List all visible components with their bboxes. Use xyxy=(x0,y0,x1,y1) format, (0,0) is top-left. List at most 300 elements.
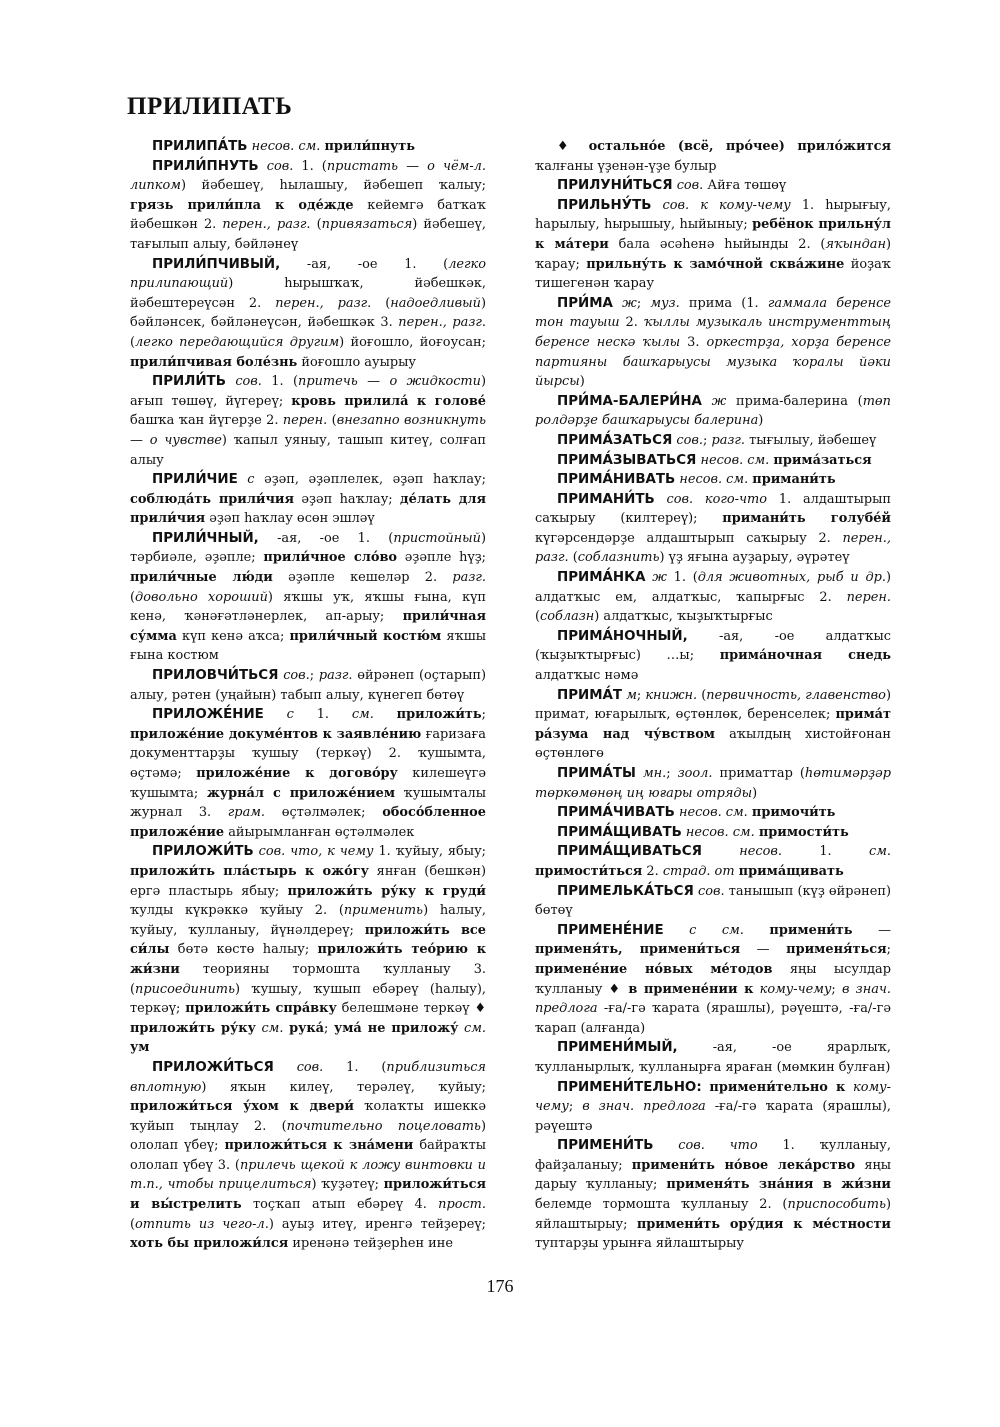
headword: ПРИЛУНИ́ТЬСЯ xyxy=(557,178,673,194)
entry-text: тоҫҡап атып ебәреү 4. xyxy=(241,1197,439,1213)
entry-text: -ға/-гә ҡарата (ярашлы), рәүештә xyxy=(535,1099,891,1134)
example-phrase: приложе́ние к догово́ру xyxy=(196,766,398,781)
entry-text: 1. һырығыу, һарылыу, һырышыу, һыйыныу; xyxy=(535,197,891,233)
entry-text: тығылыу, йәбешеү xyxy=(745,432,877,448)
entry-text: ) алдатҡыс, ҡыҙыҡтырғыс xyxy=(594,609,773,625)
dictionary-entry xyxy=(535,431,891,451)
headword: ПРИЛИ́ТЬ xyxy=(152,374,226,390)
grammar-label: см. xyxy=(868,844,891,860)
dictionary-entry xyxy=(535,392,891,431)
entry-text xyxy=(845,1080,853,1095)
grammar-label: һөтимәрҙәр төркөмөнөң иң юғары отряды xyxy=(535,766,891,801)
example-phrase: прили́чная су́мма xyxy=(130,609,486,644)
grammar-label: прост. xyxy=(438,1197,486,1213)
grammar-label: книжн. xyxy=(645,687,698,703)
entry-text: яңы дарыу ҡулланыу; xyxy=(535,1157,891,1193)
grammar-label: сов. к кому-чему xyxy=(662,197,791,213)
example-phrase: приложи́ться к зна́мени xyxy=(224,1138,414,1154)
headword: ПРИМЕНИ́ТЬ xyxy=(557,1138,654,1154)
example-phrase: прима́т ра́зума над чу́вством xyxy=(535,707,891,742)
entry-text xyxy=(702,844,739,859)
headword: ПРИЛОЖЕ́НИЕ xyxy=(152,707,264,723)
entry-text: ) яйлаштырыу; xyxy=(535,1197,891,1232)
grammar-label: надоедливый xyxy=(390,295,481,311)
example-phrase: примани́ть голубе́й xyxy=(722,511,891,527)
entry-text: ) ауыҙ итеү, иренгә тейҙереү; xyxy=(268,1216,486,1232)
example-phrase: примене́ние но́вых ме́тодов xyxy=(535,961,773,977)
headword: ПРИМЕНИ́МЫЙ, xyxy=(557,1040,678,1056)
entry-text: приматтар ( xyxy=(712,766,805,781)
dictionary-entry xyxy=(535,1038,891,1077)
entry-text xyxy=(238,472,248,487)
entry-text: 2. xyxy=(619,315,644,331)
example-phrase: прильну́ть к замо́чной сква́жине xyxy=(586,256,845,272)
example-phrase: соблюда́ть прили́чия xyxy=(130,491,295,507)
grammar-label: перен., разг. xyxy=(222,217,311,233)
entry-text: -ая, -ое 1. ( xyxy=(258,530,394,546)
entry-text: 2. xyxy=(642,863,663,879)
example-phrase: приложи́ть xyxy=(396,707,482,723)
entry-text: ; xyxy=(309,668,319,684)
example-phrase: примости́ть xyxy=(758,824,849,840)
grammar-label: в знач. предлога xyxy=(582,1099,706,1115)
entry-text: ғаризаға документтарҙы ҡушыу (теркәү) 2. ҡушымта, өҫтәмә; xyxy=(130,726,486,781)
headword: ПРИМА́НОЧНЫЙ, xyxy=(557,628,688,644)
example-phrase: примени́тельно к xyxy=(709,1079,846,1095)
headword: ПРИМА́ЩИВАТЬ xyxy=(557,824,682,840)
grammar-label: грам. xyxy=(227,805,266,821)
entry-text: -ая, -ое алдатҡыс (ҡыҙыҡтырғыс) …ы; xyxy=(535,628,891,664)
grammar-label: для животных, рыб и др. xyxy=(697,570,886,586)
grammar-label: соблазнить xyxy=(577,550,660,566)
grammar-label: несов. см. xyxy=(251,139,321,154)
grammar-label: кому-чему xyxy=(535,1079,891,1115)
dictionary-entry xyxy=(130,666,486,705)
entry-text: ) һырышҡаҡ, йәбешкәк, йәбештереүсән 2. xyxy=(130,276,486,311)
headword: ПРИЛИ́ЧИЕ xyxy=(152,472,238,488)
entry-text: Айға төшөү xyxy=(703,178,787,194)
grammar-label: несов. xyxy=(739,844,782,860)
entry-text: әҙәп һаҡлау өсөн эшләү xyxy=(205,511,375,527)
entry-text: ( xyxy=(130,589,136,605)
example-phrase: хоть бы приложи́лся xyxy=(130,1236,289,1252)
example-phrase: применя́ть, примени́ться xyxy=(535,942,741,958)
entry-text: йоҙаҡ тишегенән ҡарау xyxy=(535,256,892,292)
example-phrase: приложи́ть спра́вку xyxy=(185,1001,337,1017)
entry-text: кейемгә батҡаҡ йәбешкән 2. xyxy=(130,197,486,233)
entry-text: 1. ( xyxy=(666,570,698,586)
entry-text: ; xyxy=(481,707,486,723)
entry-text xyxy=(744,923,770,938)
dictionary-entry xyxy=(130,529,486,666)
example-phrase: прима́заться xyxy=(773,452,872,468)
dictionary-entry xyxy=(535,451,891,471)
grammar-label: применить xyxy=(343,903,424,919)
dictionary-entry xyxy=(535,764,891,803)
entry-text: ; xyxy=(636,295,651,311)
dictionary-entry xyxy=(130,842,486,1058)
entry-text: ( xyxy=(568,550,578,566)
dictionary-entry xyxy=(130,157,486,255)
grammar-label: с см. xyxy=(689,922,744,938)
entry-text: ҡолаҡты ишеккә ҡуйып тыңлау 2. ( xyxy=(130,1099,486,1134)
grammar-label: довольно хороший xyxy=(135,589,268,605)
entry-text: прима-балерина ( xyxy=(726,393,863,409)
example-phrase: прима́щивать xyxy=(738,863,844,879)
entry-text: ; xyxy=(324,1020,334,1036)
headword: ПРИМЕНЕ́НИЕ xyxy=(557,922,664,938)
entry-text xyxy=(651,198,662,213)
grammar-label: перен. xyxy=(846,589,891,605)
entry-text: ; xyxy=(702,432,712,448)
entry-text: ҡушымталы журнал 3. xyxy=(130,785,486,821)
grammar-label: перен. xyxy=(282,413,328,429)
grammar-label: пристойный xyxy=(393,530,481,546)
entry-text: 1. ( xyxy=(293,158,327,174)
example-phrase: де́лать для прили́чия xyxy=(130,491,486,527)
headword: ПРИМА́НКА xyxy=(557,570,646,586)
entry-text: ( xyxy=(535,609,541,625)
entry-text: 1. ҡуйыу, ябыу; xyxy=(373,844,486,860)
right-column xyxy=(535,137,891,1254)
entry-text: ) йоғошло, йоғоусан; xyxy=(339,334,486,350)
entry-text: ; xyxy=(886,942,891,958)
entry-text: ) яҡшы уҡ, яҡшы ғына, күп кенә, ҡәнәғәтләнерлек, ап-арыу; xyxy=(130,589,486,625)
example-phrase: прили́чные лю́ди xyxy=(130,570,273,586)
dictionary-entry xyxy=(130,372,486,470)
entry-text: ( xyxy=(310,217,322,233)
grammar-label: сов. xyxy=(698,883,725,899)
entry-text xyxy=(702,394,712,409)
grammar-label: сов. что xyxy=(678,1138,758,1154)
dictionary-entry xyxy=(535,823,891,843)
entry-text: ♦ xyxy=(557,139,589,154)
grammar-label: перен., разг. xyxy=(275,295,372,311)
entry-text: ) примат, юғарылыҡ, өҫтөнлөк, беренселек; xyxy=(535,687,891,723)
example-phrase: в примене́нии к xyxy=(628,981,754,997)
entry-text: ) xyxy=(758,413,764,429)
example-phrase: прили́чный костю́м xyxy=(289,628,442,644)
entry-text: ) ҡуҙәтеү; xyxy=(311,1177,384,1193)
grammar-label: ж xyxy=(652,570,667,586)
entry-text: прима (1. xyxy=(679,295,768,311)
entry-text: башҡа ҡан йүгерҙе 2. xyxy=(130,413,283,429)
dictionary-entry xyxy=(130,470,486,529)
entry-text: 1. xyxy=(293,707,352,723)
dictionary-entry xyxy=(535,196,891,294)
example-phrase: примени́ть xyxy=(769,922,853,938)
example-phrase: примани́ть xyxy=(752,472,836,488)
grammar-label: разг. xyxy=(318,668,353,684)
grammar-label: в знач. предлога xyxy=(535,981,891,1017)
entry-text: әҙәп һаҡлау; xyxy=(294,491,401,507)
example-phrase: примости́ться xyxy=(535,863,643,879)
dictionary-entry xyxy=(535,882,891,921)
headword: ПРИЛОЖИ́ТЬСЯ xyxy=(152,1059,274,1075)
example-phrase: прима́ночная снедь xyxy=(719,648,891,664)
page-number: 176 xyxy=(486,1276,514,1296)
headword: ПРИМАНИ́ТЬ xyxy=(557,491,655,507)
dictionary-entry xyxy=(535,803,891,823)
headword: ПРИЛИ́ПНУТЬ xyxy=(152,158,259,174)
grammar-label: пристать — о чём-л. липком xyxy=(130,158,486,194)
grammar-label: несов. см. xyxy=(678,805,748,821)
grammar-label: сов. xyxy=(283,668,310,684)
example-phrase: остально́е (всё, про́чее) прило́жится xyxy=(588,139,891,154)
dictionary-entry xyxy=(535,842,891,881)
grammar-label: перен., разг. xyxy=(398,315,486,331)
example-phrase: прили́пнуть xyxy=(324,139,416,154)
headword: ПРИЛОВЧИ́ТЬСЯ xyxy=(152,668,279,684)
grammar-label: м xyxy=(626,687,637,703)
dictionary-entry xyxy=(535,686,891,764)
grammar-label: сов. xyxy=(266,158,294,174)
entry-text xyxy=(655,492,667,507)
grammar-label: кому-чему xyxy=(759,981,832,997)
grammar-label: разг. xyxy=(711,432,746,448)
grammar-label: гаммала беренсе тон тауыш xyxy=(535,295,891,331)
grammar-label: с xyxy=(286,707,294,723)
grammar-label: прилечь щекой к ложу винтовки и т.п., чтобы прицелиться xyxy=(130,1157,486,1193)
headword: ПРИМА́Т xyxy=(557,687,623,703)
grammar-label: легко передающийся другим xyxy=(135,334,340,350)
grammar-label: сов. что, к чему xyxy=(258,844,374,860)
grammar-label: зоол. xyxy=(677,766,713,781)
example-phrase: приложи́ть все си́лы xyxy=(130,922,486,958)
entry-text: -ая, -ое ярарлыҡ, ҡулланырлыҡ, ҡулланырға яраған (мөмкин булған) xyxy=(535,1040,891,1075)
grammar-label: сов. xyxy=(676,432,703,448)
entry-text: ; xyxy=(831,981,842,997)
example-phrase: приложи́ть ру́ку к груди́ xyxy=(287,883,486,899)
entry-text: ; xyxy=(568,1099,583,1115)
entry-text: ҡалғаны үҙенән-үҙе булыр xyxy=(535,158,717,174)
entry-text xyxy=(274,1060,297,1075)
entry-text xyxy=(374,707,397,722)
entry-text: ( xyxy=(371,295,391,311)
grammar-label: соблазн xyxy=(540,609,595,625)
dictionary-entry xyxy=(535,470,891,490)
dictionary-entry xyxy=(535,921,891,1039)
entry-text: ) яҡын килеү, терәлеү, ҡуйыу; xyxy=(201,1079,486,1095)
entry-text: -ға/-гә ҡарата (ярашлы), рәүештә, -ға/-гә ҡарап (алғанда) xyxy=(535,1001,891,1036)
entry-text: ) үҙ яғына ауҙарыу, әүрәтеү xyxy=(659,550,850,566)
example-phrase: грязь прили́пла к оде́жде xyxy=(130,197,354,213)
entry-text: аҡылдың хистойғонан өҫтөнлөгө xyxy=(535,726,891,762)
entry-text: ( xyxy=(697,687,707,703)
headword: ПРИМА́НИВАТЬ xyxy=(557,472,676,488)
entry-text: айырымланған өҫтәлмәлек xyxy=(224,824,415,840)
entry-text: ) xyxy=(752,785,758,801)
entry-text xyxy=(259,159,267,174)
entry-text: танышып (күҙ өйрәнеп) бөтөү xyxy=(535,883,891,919)
grammar-label: с xyxy=(247,472,255,488)
grammar-label: почтительно поцеловать xyxy=(286,1118,481,1134)
dictionary-entry xyxy=(535,176,891,196)
grammar-label: сов. xyxy=(235,374,262,390)
grammar-label: ж xyxy=(622,295,637,311)
entry-text: күгәрсендәрҙе алдаштырып саҡырыу 2. xyxy=(535,530,843,546)
entry-text: -ая, -ое 1. ( xyxy=(280,256,449,272)
entry-text: — xyxy=(740,942,787,958)
grammar-label: см. xyxy=(463,1020,486,1036)
grammar-label: мн. xyxy=(642,766,667,781)
entry-text: ( xyxy=(130,1216,136,1232)
entry-text: күп кенә аҡса; xyxy=(176,628,290,644)
entry-text: ; xyxy=(666,766,678,781)
entry-text: әҙәпле һүҙ; xyxy=(397,550,486,566)
dictionary-entry xyxy=(535,568,891,627)
entry-text: 1. ( xyxy=(261,374,299,390)
dictionary-entry xyxy=(535,1078,891,1137)
entry-text: ( xyxy=(130,334,136,350)
headword: ПРИЛИПА́ТЬ xyxy=(152,139,248,154)
grammar-label: муз. xyxy=(650,295,680,311)
example-phrase: приложи́ть пла́стырь к ожо́гу xyxy=(130,863,369,879)
entry-text: ) xyxy=(579,374,585,390)
headword: ПРИМА́ЗАТЬСЯ xyxy=(557,432,673,448)
example-phrase: примени́ть но́вое лека́рство xyxy=(631,1157,856,1173)
entry-text: яҡшы ғына костюм xyxy=(130,628,486,664)
entry-text xyxy=(264,707,287,722)
headword: ПРИМА́ЩИВАТЬСЯ xyxy=(557,844,702,860)
entry-text: ) йәбешеү, һылашыу, йәбешеп ҡалыу; xyxy=(180,178,486,194)
entry-text: белешмәне теркәү ♦ xyxy=(336,1001,486,1017)
dictionary-entry xyxy=(535,294,891,392)
grammar-label: сов. xyxy=(296,1059,324,1075)
example-phrase: приложи́ться и вы́стрелить xyxy=(130,1177,486,1213)
entry-text: ) йәбешеү, тағылып алыу, бәйләнеү xyxy=(130,217,486,252)
headword: ПРИМА́ТЫ xyxy=(557,766,636,781)
example-phrase: применя́ться xyxy=(786,942,887,958)
entry-text: иренәнә тейҙерһен ине xyxy=(288,1236,453,1252)
entry-text: ) ҡапыл уяныу, ташып китеү, солғап алыу xyxy=(130,432,487,468)
headword: ПРИЛИ́ПЧИВЫЙ, xyxy=(152,256,281,272)
example-phrase: приложе́ние докуме́нтов к заявле́нию xyxy=(130,726,422,742)
running-head: ПРИЛИПАТЬ xyxy=(127,93,293,120)
grammar-label: разг. xyxy=(452,570,487,586)
example-phrase: примочи́ть xyxy=(751,805,836,821)
entry-text: йоғошло ауырыу xyxy=(297,354,416,370)
grammar-label: приблизиться вплотную xyxy=(130,1059,486,1095)
example-phrase: кровь прилила́ к голове́ xyxy=(291,393,487,409)
dictionary-entry xyxy=(130,705,486,842)
example-phrase: приложи́ть ру́ку xyxy=(130,1020,256,1036)
example-phrase: журна́л с приложе́нием xyxy=(206,785,396,801)
entry-text: 3. xyxy=(680,334,707,350)
grammar-label: яҡындан xyxy=(825,236,886,252)
example-phrase: приложи́ть тео́рию к жи́зни xyxy=(130,942,486,977)
headword: ПРИМЕЛЬКА́ТЬСЯ xyxy=(557,883,694,899)
entry-text: яңы ысулдар ҡулланыу ♦ xyxy=(535,961,891,997)
entry-text: ) ҡарау; xyxy=(535,236,891,272)
example-phrase: прили́чное сло́во xyxy=(263,550,397,566)
dictionary-entry xyxy=(130,255,486,373)
example-phrase: ум xyxy=(130,1040,150,1056)
entry-text: ) һалыу, ҡуйыу, ҡулланыу, йүнәлдереү; xyxy=(130,903,486,938)
entry-text: туптарҙы урынға яйлаштырыу xyxy=(535,1236,744,1252)
entry-text: ; xyxy=(636,687,646,703)
grammar-label: ж xyxy=(711,393,727,409)
entry-text: алдатҡыс нәмә xyxy=(535,668,639,684)
entry-text: янған (бешкән) ергә пластырь ябыу; xyxy=(130,863,486,899)
grammar-label: привязаться xyxy=(321,217,413,233)
entry-text: байраҡты ололап үбеү 3. ( xyxy=(130,1138,486,1173)
grammar-label: несов. см. xyxy=(679,472,749,488)
entry-text xyxy=(664,923,690,938)
headword: ПРИМЕНИ́ТЕЛЬНО: xyxy=(557,1079,702,1095)
grammar-label: см. xyxy=(261,1020,284,1036)
grammar-label: приспособить xyxy=(787,1197,886,1213)
entry-text: өҫтәлмәлек; xyxy=(265,805,383,821)
entry-text: ) ҡушыу, ҡушып ебәреү (һалыу), теркәү; xyxy=(130,981,486,1017)
example-phrase: примени́ть ору́дия к ме́стности xyxy=(636,1216,891,1232)
grammar-label: несов. см. xyxy=(700,452,770,468)
grammar-label: төп ролдәрҙе башҡарыусы балерина xyxy=(535,393,891,429)
entry-text xyxy=(636,766,643,781)
example-phrase: применя́ть зна́ния в жи́зни xyxy=(666,1177,891,1193)
entry-text: өйрәнеп (оҫтарып) алыу, рәтен (уңайын) табып алыу, күнегеп бөтөү xyxy=(130,668,486,703)
headword: ПРИМА́ЗЫВАТЬСЯ xyxy=(557,452,697,468)
left-column xyxy=(130,137,486,1254)
example-phrase: прили́пчивая боле́знь xyxy=(130,354,298,370)
grammar-label: первичность, главенство xyxy=(706,687,886,703)
entry-text: — xyxy=(852,922,891,938)
grammar-label: ҡыллы музыкаль инструменттың беренсе нескә ҡылы xyxy=(535,315,892,350)
example-phrase: обосо́бленное приложе́ние xyxy=(130,805,486,840)
grammar-label: страд. от xyxy=(662,863,735,879)
headword: ПРИЛЬНУ́ТЬ xyxy=(557,197,652,213)
grammar-label: перен., разг. xyxy=(535,530,891,566)
entry-text: теорияны тормошта ҡулланыу 3. ( xyxy=(130,961,486,997)
entry-text xyxy=(226,374,235,389)
entry-text: белемде тормошта ҡулланыу 2. ( xyxy=(535,1197,788,1213)
entry-text: 1. алдаштырып саҡырыу (килтереү); xyxy=(535,491,891,527)
entry-text: ( xyxy=(327,413,337,429)
dictionary-entry xyxy=(535,137,891,176)
entry-text: 1. xyxy=(781,844,869,860)
entry-text: ) бәйләнсек, бәйләнеүсән, йәбешкәк 3. xyxy=(130,295,486,331)
dictionary-entry xyxy=(535,490,891,568)
dictionary-entry xyxy=(130,1058,486,1254)
grammar-label: внезапно возникнуть — о чувстве xyxy=(130,413,486,448)
grammar-label: см. xyxy=(351,707,374,723)
entry-text: бала әсәһенә һыйынды 2. ( xyxy=(608,236,826,252)
grammar-label: оркестрҙа, хорҙа беренсе партияны башҡарыусы музыка ҡоралы йәки йырсы xyxy=(535,334,892,390)
entry-text: әҙәп, әҙәплелек, әҙәп һаҡлау; xyxy=(254,472,486,488)
grammar-label: сов. кого-что xyxy=(666,491,768,507)
grammar-label: легко прилипающий xyxy=(130,256,486,292)
entry-text xyxy=(653,1138,678,1153)
entry-text: килешеүгә ҡушымта; xyxy=(130,766,487,801)
entry-text: ) алдатҡыс ем, алдатҡыс, ҡапырғыс 2. xyxy=(535,570,892,605)
headword: ПРИ́МА-БАЛЕРИ́НА xyxy=(557,393,702,409)
dictionary-entry xyxy=(535,627,891,686)
headword: ПРИЛИ́ЧНЫЙ, xyxy=(152,530,259,546)
entry-text: ) ағып төшөү, йүгереү; xyxy=(130,374,486,409)
grammar-label: притечь — о жидкости xyxy=(298,374,481,390)
entry-text: 1. ҡулланыу, файҙаланыу; xyxy=(535,1138,891,1173)
grammar-label: сов. xyxy=(676,178,704,194)
grammar-label: несов. см. xyxy=(685,824,755,840)
entry-text xyxy=(613,296,622,311)
entry-text: ) ололап үбеү; xyxy=(130,1118,486,1154)
dictionary-entry xyxy=(130,137,486,157)
headword: ПРИЛОЖИ́ТЬ xyxy=(152,844,254,860)
example-phrase: приложи́ться у́хом к двери́ xyxy=(130,1099,354,1115)
entry-text: 1. ( xyxy=(323,1059,387,1075)
entry-text: әҙәпле кешеләр 2. xyxy=(272,570,453,586)
example-phrase: рука́ xyxy=(289,1020,325,1036)
